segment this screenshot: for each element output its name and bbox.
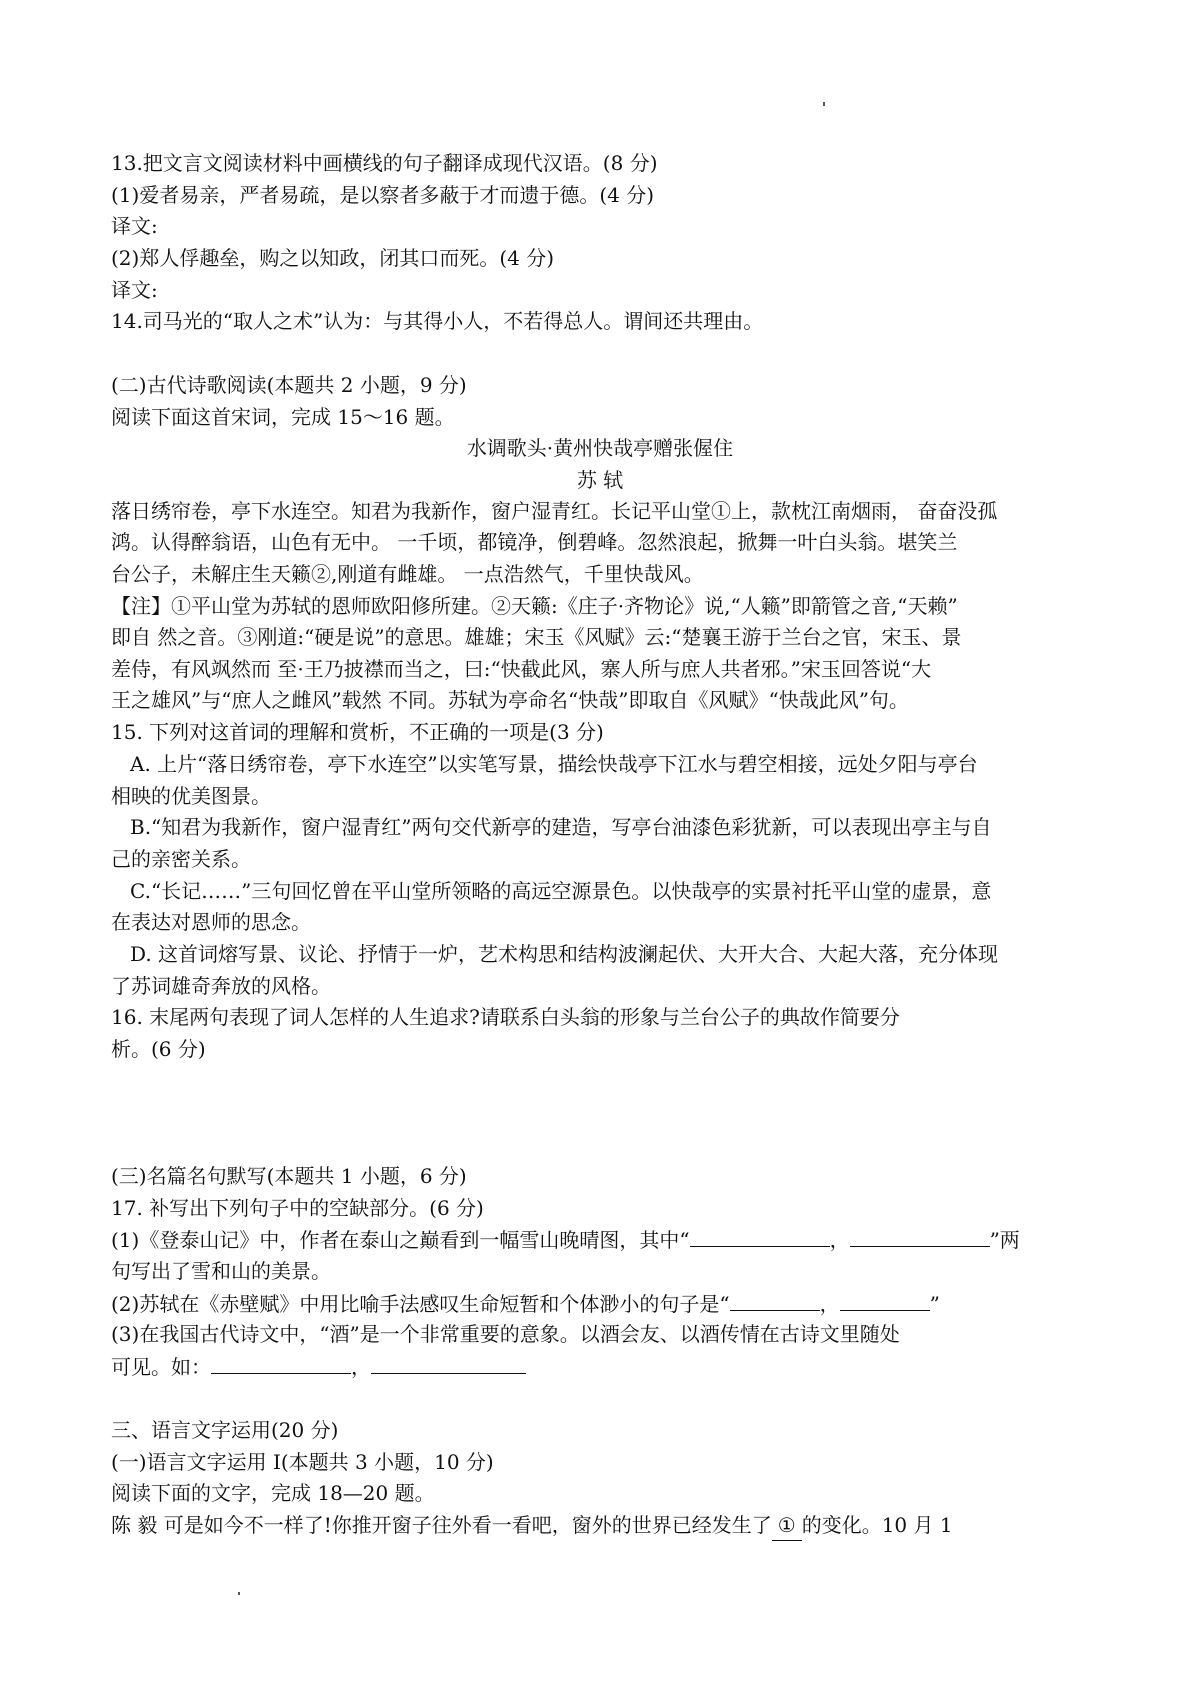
poem-line-3: 台公子，未解庄生天籁②,刚道有雌雄。 一点浩然气，千里快哉风。	[111, 562, 704, 586]
q17-part-1-line-2: 句写出了雪和山的美景。	[111, 1259, 331, 1283]
note-line-3: 差侍，有风飒然而 至·王乃披襟而当之，曰:“快截此风，寨人所与庶人共者邪。”宋玉回答说“大	[111, 657, 932, 681]
q13-sentence-2: (2)郑人俘趣垒，购之以知政，闭其口而死。(4 分)	[111, 246, 555, 270]
q15-option-a-1: A. 上片“落日绣帘卷，亭下水连空”以实笔写景，描绘快哉亭下江水与碧空相接，远处夕阳与亭台	[130, 752, 978, 776]
q13-translation-label-1: 译文:	[111, 214, 158, 238]
passage-prefix: 陈 毅 可是如今不一样了!你推开窗子往外看一看吧，窗外的世界已经发生了	[111, 1513, 772, 1537]
q17-part-1-prefix: (1)《登泰山记》中，作者在泰山之巅看到一幅雪山晚晴图，其中“	[111, 1228, 690, 1252]
fill-blank[interactable]	[850, 1224, 990, 1247]
q17-comma: ，	[819, 1292, 840, 1316]
q13-translation-label-2: 译文:	[111, 278, 158, 302]
q17-part-3-line-2	[111, 1351, 1101, 1382]
q17-part-2	[111, 1288, 1101, 1319]
q15-option-d-1: D. 这首词熔写景、议论、抒情于一炉，艺术构思和结构波澜起伏、大开大合、大起大落，充分体现	[130, 942, 999, 966]
q13-title: 13.把文言文阅读材料中画横线的句子翻译成现代汉语。(8 分)	[111, 151, 658, 175]
q17-comma: ，	[829, 1228, 850, 1252]
q15-title: 15. 下列对这首词的理解和赏析，不正确的一项是(3 分)	[111, 720, 604, 744]
q15-option-c-1: C.“长记……”三句回忆曾在平山堂所领略的高远空源景色。以快哉亭的实景衬托平山堂的虚景，意	[130, 879, 992, 903]
q17-part-2-suffix: ”	[929, 1292, 940, 1316]
q16-line-1: 16. 末尾两句表现了词人怎样的人生追求?请联系白头翁的形象与兰台公子的典故作简要分	[111, 1005, 900, 1029]
note-line-4: 王之雄风”与“庶人之雌风”载然 不同。苏轼为亭命名“快哉”即取自《风赋》“快哉此风”句。	[111, 688, 909, 712]
part-3-intro: 阅读下面的文字，完成 18—20 题。	[111, 1481, 435, 1505]
blank-marker-1[interactable]: ①	[772, 1510, 802, 1541]
section-2-heading: (二)古代诗歌阅读(本题共 2 小题，9 分)	[111, 373, 467, 397]
fill-blank[interactable]	[730, 1288, 820, 1311]
poem-line-2: 鸿。认得醉翁语，山色有无中。 一千顷，都镜净，倒碧峰。忽然浪起，掀舞一叶白头翁。堪笑兰	[111, 530, 958, 554]
poem-title: 水调歌头·黄州快哉亭赠张偓住	[466, 436, 734, 460]
q17-title: 17. 补写出下列句子中的空缺部分。(6 分)	[111, 1196, 484, 1220]
q17-part-3-line-1: (3)在我国古代诗文中，“酒”是一个非常重要的意象。以酒会友、以酒传情在古诗文里随处	[111, 1322, 900, 1346]
q17-part-2-prefix: (2)苏轼在《赤壁赋》中用比喻手法感叹生命短暂和个体渺小的句子是“	[111, 1292, 730, 1316]
section-2-intro: 阅读下面这首宋词，完成 15～16 题。	[111, 405, 455, 429]
q16-line-2: 析。(6 分)	[111, 1037, 206, 1061]
q14-text: 14.司马光的“取人之术”认为：与其得小人，不若得总人。谓间还共理由。	[111, 309, 764, 333]
q13-sentence-1: (1)爱者易亲，严者易疏，是以察者多蔽于才而遗于德。(4 分)	[111, 183, 655, 207]
q17-comma: ，	[351, 1355, 371, 1379]
poem-line-1: 落日绣帘卷，亭下水连空。知君为我新作，窗户湿青红。长记平山堂①上，款枕江南烟雨， 奋奋没孤	[111, 499, 998, 523]
q15-option-b-1: B.“知君为我新作，窗户湿青红”两句交代新亭的建造，写亭台油漆色彩犹新，可以表现出亭主与自	[130, 815, 992, 839]
passage-suffix: 的变化。10 月 1	[801, 1513, 953, 1537]
section-3-heading: (三)名篇名句默写(本题共 1 小题，6 分)	[111, 1164, 467, 1188]
fill-blank[interactable]	[371, 1351, 526, 1374]
fill-blank[interactable]	[211, 1351, 351, 1374]
part-3-subheading: (一)语言文字运用 I(本题共 3 小题，10 分)	[111, 1450, 494, 1474]
q15-option-c-2: 在表达对恩师的思念。	[111, 910, 311, 934]
q17-part-1-suffix: ”两	[989, 1228, 1020, 1252]
fill-blank[interactable]	[840, 1288, 930, 1311]
part-3-heading: 三、语言文字运用(20 分)	[111, 1418, 339, 1442]
scan-speck	[238, 1592, 240, 1595]
note-line-2: 即自 然之音。③刚道:“硬是说”的意思。雄雄；宋玉《风赋》云:“楚襄王游于兰台之官，宋玉、景	[111, 625, 962, 649]
note-line-1: 【注】①平山堂为苏轼的恩师欧阳修所建。②天籁:《庄子·齐物论》说,“人籁”即箭管之音,“天赖”	[111, 594, 958, 618]
q17-part-1	[111, 1224, 1101, 1255]
fill-blank[interactable]	[690, 1224, 830, 1247]
passage-line	[111, 1510, 1101, 1541]
poem-author: 苏 轼	[576, 468, 624, 492]
q15-option-d-2: 了苏词雄奇奔放的风格。	[111, 974, 331, 998]
q15-option-a-2: 相映的优美图景。	[111, 784, 271, 808]
scan-speck	[823, 102, 825, 106]
q15-option-b-2: 己的亲密关系。	[111, 847, 251, 871]
q17-part-3-prefix: 可见。如：	[111, 1355, 211, 1379]
